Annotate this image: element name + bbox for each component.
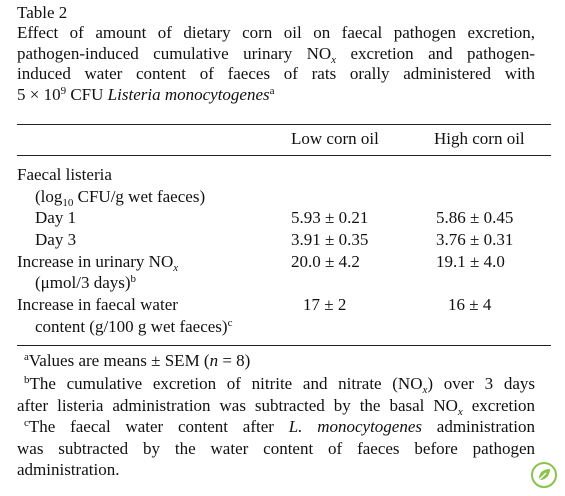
- cell-day3-low: 3.91 ± 0.35: [291, 230, 369, 249]
- footnote-b: [17, 373, 535, 416]
- caption-line-4: $5 \times 10^9$ CFU Listeria monocytogenes$^a$: [17, 84, 275, 104]
- caption-line-1: Effect of amount of dietary corn oil on faecal pathogen excretion,: [17, 23, 535, 42]
- row-label-day1: Day 1: [35, 208, 77, 227]
- footnote-a: $^a$Values are means ± SEM (n = 8): [24, 351, 251, 370]
- footnote-c: [17, 416, 535, 481]
- cell-water-low: 17 ± 2: [303, 295, 347, 314]
- cell-day1-low: 5.93 ± 0.21: [291, 208, 369, 227]
- top-rule: [17, 124, 551, 125]
- cell-nox-high: 19.1 ± 4.0: [436, 252, 505, 271]
- caption-line-3: induced water content of faeces of rats orally administered with: [17, 64, 535, 84]
- row-unit-faecal-listeria: ($\log_{10}$ CFU/g wet faeces): [35, 187, 206, 209]
- column-header-low: Low corn oil: [291, 129, 379, 148]
- header-rule: [17, 155, 551, 156]
- row-label-nox: Increase in urinary $NO_x$: [17, 252, 179, 274]
- table-label: Table 2: [17, 3, 68, 22]
- footnote-c-line-3: administration.: [17, 460, 120, 479]
- row-unit-water: content (g/100 g wet faeces)$^c$: [35, 317, 233, 336]
- cell-nox-low: 20.0 ± 4.2: [291, 252, 360, 271]
- cell-water-high: 16 ± 4: [448, 295, 492, 314]
- table-caption: [17, 23, 535, 105]
- footnote-b-line-1: $^b$The cumulative excretion of nitrite and nitrate $(NO_x)$ over 3 days: [24, 374, 535, 396]
- row-label-water: Increase in faecal water: [17, 295, 178, 314]
- footnote-b-line-2: after listeria administration was subtracted by the basal $NO_x$ excretion: [17, 395, 535, 418]
- leaf-logo-icon: [531, 462, 557, 488]
- cell-day1-high: 5.86 ± 0.45: [436, 208, 514, 227]
- footnote-c-line-2: was subtracted by the water content of faeces before pathogen: [17, 438, 535, 458]
- footnote-c-line-1: $^c$The faecal water content after L. monocytogenes administration: [24, 417, 535, 436]
- row-unit-nox: (μmol/3 days)$^b$: [35, 273, 137, 292]
- row-label-faecal-listeria: Faecal listeria: [17, 165, 112, 184]
- cell-day3-high: 3.76 ± 0.31: [436, 230, 514, 249]
- row-label-day3: Day 3: [35, 230, 77, 249]
- caption-line-2: pathogen-induced cumulative urinary $NO_x$ excretion and pathogen-: [17, 43, 535, 66]
- bottom-rule: [17, 345, 551, 346]
- column-header-high: High corn oil: [434, 129, 525, 148]
